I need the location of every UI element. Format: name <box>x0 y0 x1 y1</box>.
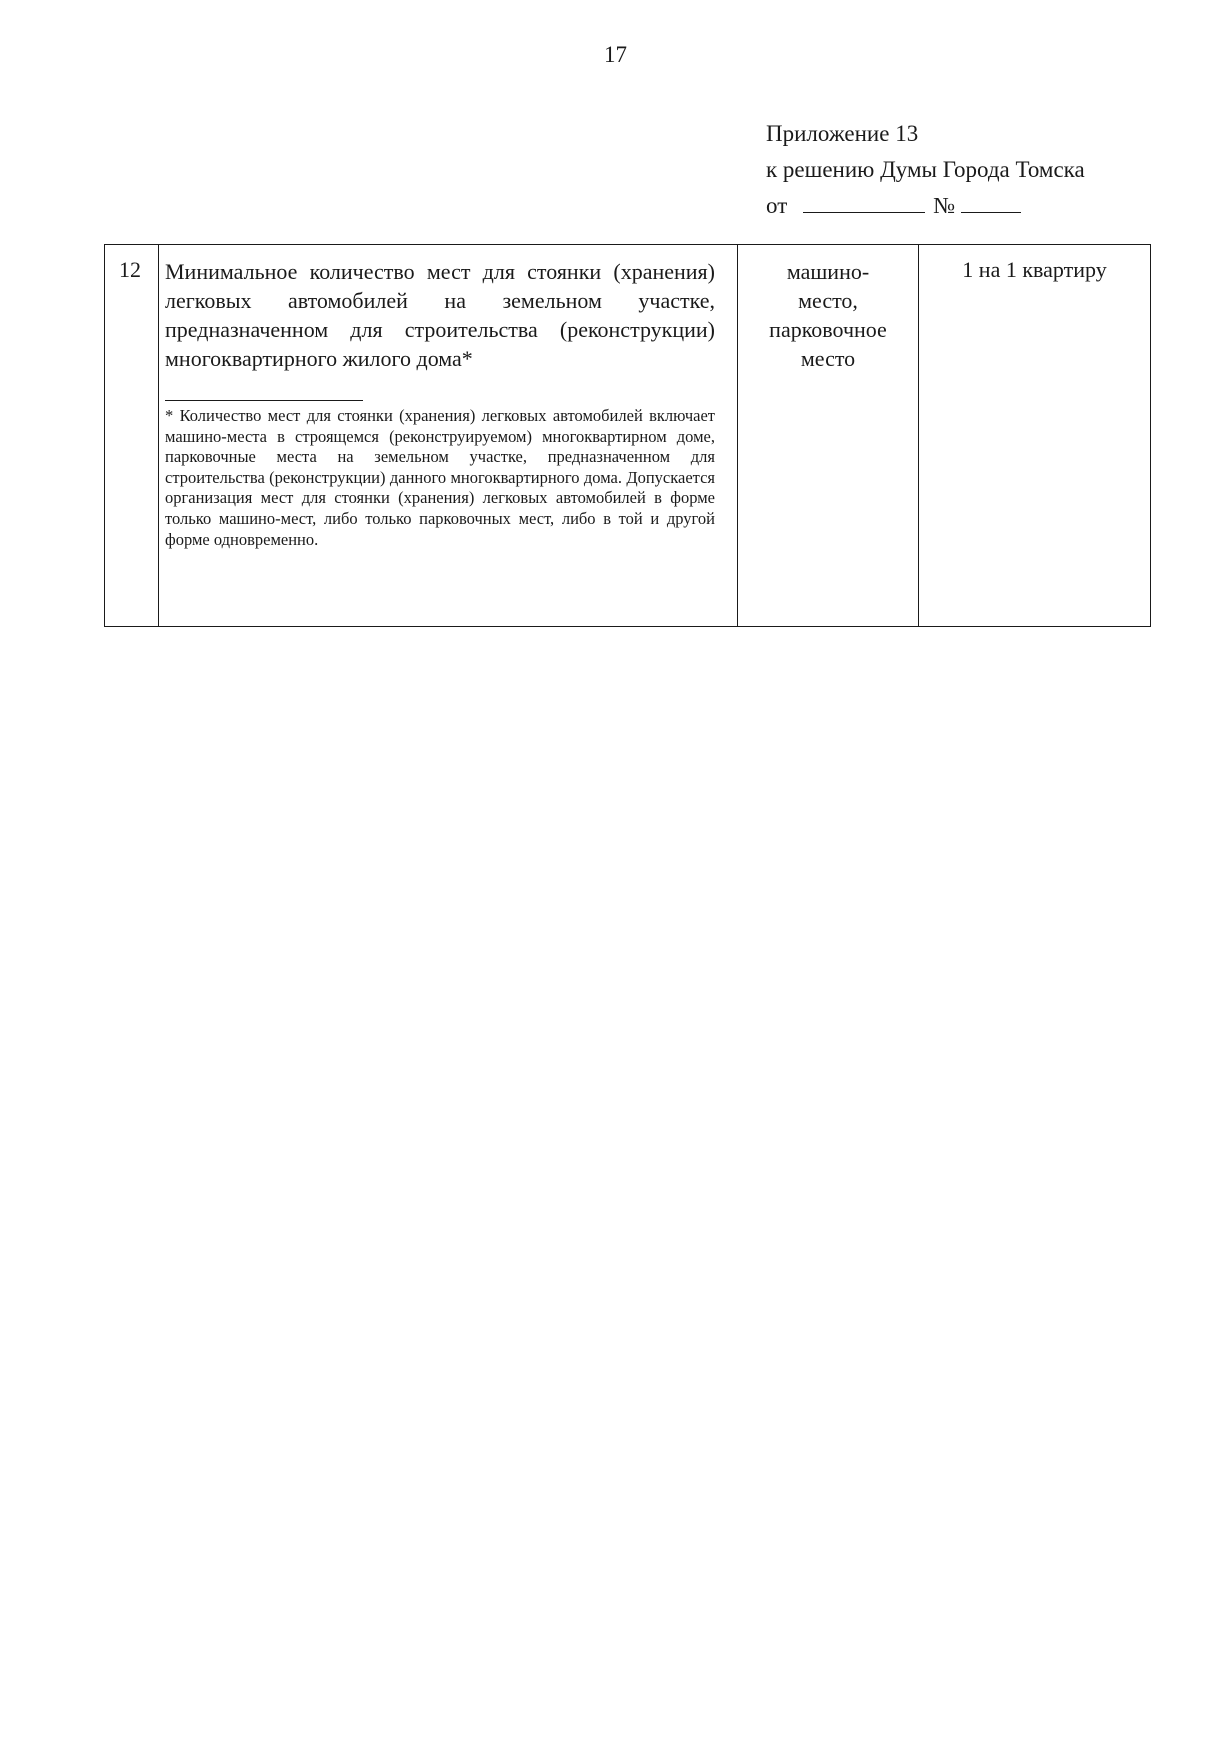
description-cell <box>159 245 738 627</box>
appendix-date-line <box>766 188 1206 224</box>
row-description: Минимальное количество мест для стоянки (хранения) легковых автомобилей на земельном участке, предназначенном для строительства (реконструкции) многоквартирного жилого дома* <box>165 259 715 371</box>
table-row <box>105 245 1151 627</box>
appendix-title: Приложение 13 <box>766 121 919 146</box>
row-number-cell <box>105 245 159 627</box>
appendix-header <box>766 116 1206 224</box>
unit-line: место, <box>798 288 858 313</box>
unit-line: место <box>800 346 856 371</box>
row-footnote: * Количество мест для стоянки (хранения) легковых автомобилей включает машино-места в строящемся (реконструируемом) многоквартирном доме, парковочные места на земельном участке, предназначенном для строительства (реконструкции) данного многоквартирного дома. Допускается организация мест для стоянки (хранения) легковых автомобилей в форме только машино-мест, либо только парковочных мест, либо в той и другой форме одновременно. <box>165 406 715 549</box>
page-number: 17 <box>604 42 627 67</box>
number-label: № <box>933 193 956 218</box>
date-label: от <box>766 193 788 218</box>
unit-line: машино- <box>786 259 870 284</box>
number-blank <box>961 190 1021 213</box>
unit-cell <box>738 245 919 627</box>
appendix-subtitle: к решению Думы Города Томска <box>766 157 1085 182</box>
date-blank <box>803 190 925 213</box>
row-number: 12 <box>119 257 141 282</box>
norm-value: 1 на 1 квартиру <box>962 257 1107 282</box>
norms-table <box>104 244 1151 627</box>
unit-of-measure <box>738 245 918 373</box>
unit-line: парковочное <box>769 317 887 342</box>
value-cell <box>919 245 1151 627</box>
